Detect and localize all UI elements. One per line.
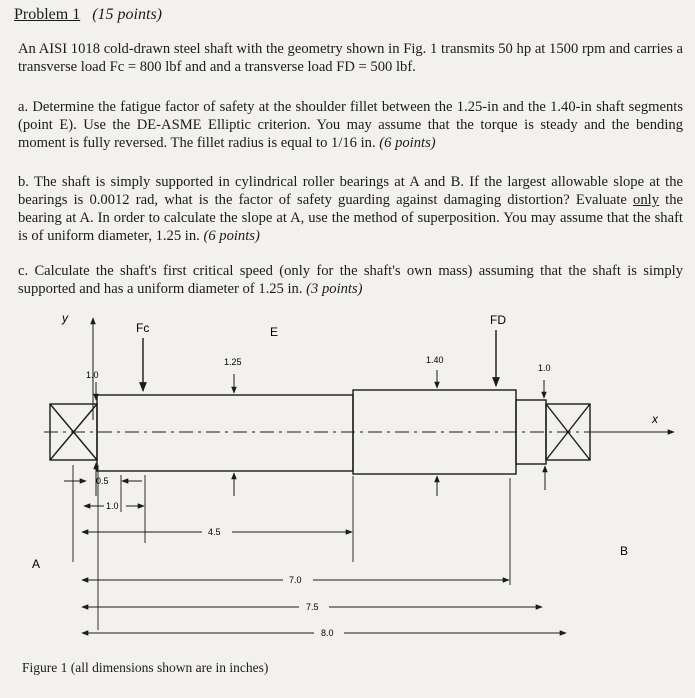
e-label: E (270, 325, 279, 339)
x-axis-label: x (652, 412, 658, 426)
dim-80-label: 8.0 (321, 628, 334, 638)
part-c-text: c. Calculate the shaft's first critical speed (only for the shaft's own mass) assuming that the shaft is simply supported and has a uniform diameter of 1.25 in. (18, 263, 683, 297)
dim-05-label: 0.5 (96, 476, 109, 486)
fd-label: FD (490, 313, 506, 327)
part-c-points: (3 points) (306, 281, 363, 297)
intro-paragraph: An AISI 1018 cold-drawn steel shaft with the geometry shown in Fig. 1 transmits 50 hp at 1500 rpm and carries a transverse load Fc = 800 lbf and and a transverse load FD = 500 lbf. (18, 41, 683, 75)
shaft-figure (0, 300, 695, 660)
fc-label: Fc (136, 321, 150, 335)
problem-points: (15 points) (92, 6, 162, 23)
support-b-label: B (620, 544, 629, 558)
y-axis-label: y (62, 311, 68, 325)
dim-right-diameter: 1.0 (538, 363, 551, 373)
part-b-points: (6 points) (203, 228, 260, 244)
dim-45-label: 4.5 (208, 527, 221, 537)
part-b-text-2: the bearing at A. In order to calculate the slope at A, use the method of superposition. You may assume that the shaft is of uniform diameter, 1.25 in. (18, 192, 683, 244)
problem-number: Problem 1 (14, 6, 81, 23)
dim-75-label: 7.5 (306, 602, 319, 612)
problem-title (14, 6, 162, 24)
dim-140-diameter: 1.40 (426, 355, 444, 365)
part-a-text: a. Determine the fatigue factor of safety at the shoulder fillet between the 1.25-in and the 1.40-in shaft segments (point E). Use the DE-ASME Elliptic criterion. You may assume that the torque is steady and the bending moment is fully reversed. The fillet radius is equal to 1/16 in. (18, 99, 683, 151)
part-b-only: only (633, 192, 659, 208)
dim-left-diameter: 1.0 (86, 370, 99, 380)
dim-125-diameter: 1.25 (224, 357, 242, 367)
part-c-paragraph (18, 262, 683, 298)
support-a-label: A (32, 557, 41, 571)
figure-caption: Figure 1 (all dimensions shown are in inches) (22, 660, 269, 675)
dim-70-label: 7.0 (289, 575, 302, 585)
part-a-paragraph (18, 98, 683, 152)
part-a-points: (6 points) (379, 135, 436, 151)
shaft-segment-125 (97, 395, 353, 471)
part-b-text-1: b. The shaft is simply supported in cylindrical roller bearings at A and B. If the largest allowable slope at the bearings is 0.0012 rad, what is the factor of safety guarding against damaging distortion? Evaluate (18, 174, 683, 208)
dim-10-label: 1.0 (106, 501, 119, 511)
part-b-paragraph (18, 173, 683, 245)
